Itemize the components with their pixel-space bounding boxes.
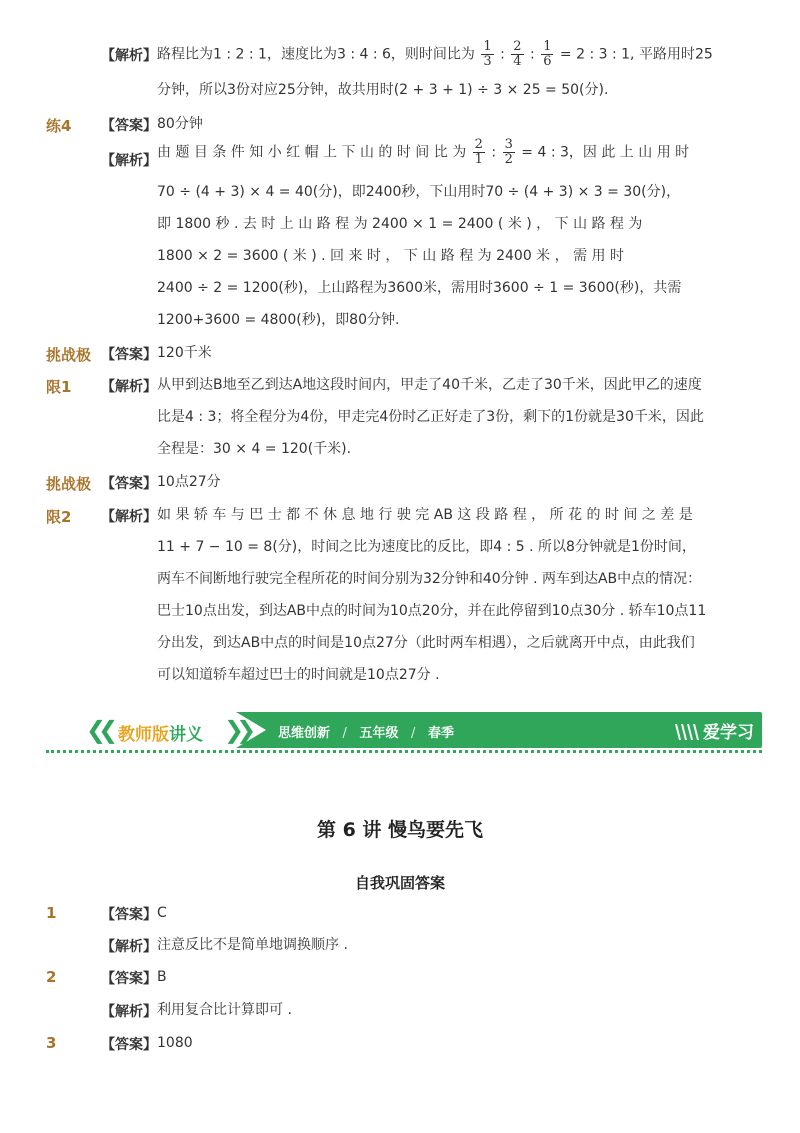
book-icon [673,722,699,742]
text-line: 11 + 7 − 10 = 8(分)，时间之比为速度比的反比，即4 : 5 . 所以8分钟就是1份时间， [157,539,696,555]
answer-tag: 【答案】 [101,476,157,492]
challenge-number: 挑战极 [46,346,92,364]
answer-tag: 【答案】 [101,118,157,134]
text-line: 如 果 轿 车 与 巴 士 都 不 休 息 地 行 驶 完 AB 这 段 路 程 ， 所 花 的 时 间 之 差 是 [157,507,693,523]
text-line: 路程比为1 : 2 : 1，速度比为3 : 4 : 6，则时间比为 $\frac{1}{3}$ : $\frac{2}{4}$ : $\frac{1}{6}$ = 2 : 3 : 1, 平路用时25 [157,39,713,69]
analysis-tag: 【解析】 [101,48,157,64]
banner-title [118,720,203,745]
numerator: 2 [474,137,483,152]
answer-tag: 【答案】 [101,971,157,987]
answer-value: C [157,905,167,921]
text-line: 可以知道轿车超过巴士的时间就是10点27分 . [157,667,440,683]
challenge-number-suffix: 限1 [46,378,72,396]
brand-logo [673,718,754,743]
banner-separator: / [342,726,347,741]
banner-sub-item: 春季 [427,726,454,741]
analysis-tag: 【解析】 [101,1004,157,1020]
numerator: 1 [543,39,552,54]
banner-subtitle [278,722,454,741]
text-line: 70 ÷ (4 + 3) × 4 = 40(分)，即2400秒，下山用时70 ÷ (4 + 3) × 3 = 30(分)， [157,184,681,200]
answer-value: 80分钟 [157,116,203,132]
fraction [541,40,553,69]
question-number: 1 [46,904,57,922]
answer-value: 10点27分 [157,474,221,490]
analysis-tag: 【解析】 [101,939,157,955]
text-line: 2400 ÷ 2 = 1200(秒)，上山路程为3600米，需用时3600 ÷ 1 = 3600(秒)，共需 [157,280,682,296]
text-line: 两车不间断地行驶完全程所花的时间分别为32分钟和40分钟 . 两车到达AB中点的情况： [157,571,702,587]
answer-tag: 【答案】 [101,1037,157,1053]
text-line: 巴士10点出发，到达AB中点的时间为10点20分，并在此停留到10点30分 . 轿车10点11 [157,603,707,619]
text-line: 即 1800 秒 . 去 时 上 山 路 程 为 2400 × 1 = 2400 ( 米 ) ， 下 山 路 程 为 [157,216,643,232]
section-title: 自我巩固答案 [354,874,445,892]
text-segment: = 2 : 3 : 1, 平路用时25 [559,46,713,63]
text-line: 比是4 : 3；将全程分为4份，甲走完4份时乙正好走了3份，剩下的1份就是30千米，因此 [157,409,704,425]
footer-banner [46,712,762,748]
denominator: 4 [513,54,522,69]
text-line: 分出发，到达AB中点的时间是10点27分（此时两车相遇），之后就离开中点，由此我们 [157,635,695,651]
analysis-tag: 【解析】 [101,153,157,169]
text-line: 1200+3600 = 4800(秒)，即80分钟. [157,312,400,328]
text-line: 注意反比不是简单地调换顺序 . [157,937,348,953]
text-segment: 路程比为1 : 2 : 1，速度比为3 : 4 : 6，则时间比为 [157,46,475,63]
text-line: 1800 × 2 = 3600 ( 米 ) . 回 来 时 ， 下 山 路 程 为 2400 米 ， 需 用 时 [157,248,624,264]
answer-value: 120千米 [157,345,212,361]
text-segment: 由 题 目 条 件 知 小 红 帽 上 下 山 的 时 间 比 为 [157,144,467,161]
numerator: 3 [504,137,513,152]
analysis-tag: 【解析】 [101,509,157,525]
dotted-divider [46,750,762,753]
text-segment: = 4 : 3，因 此 上 山 用 时 [521,144,690,161]
fraction [473,138,485,167]
fraction [481,40,493,69]
double-chevron-right-icon: ❯❯ [224,716,249,744]
text-line: 分钟，所以3份对应25分钟，故共用时(2 + 3 + 1) ÷ 3 × 25 = 50(分). [157,82,609,98]
challenge-number: 挑战极 [46,475,92,493]
denominator: 6 [543,54,552,69]
question-number: 2 [46,968,57,986]
fraction [511,40,523,69]
denominator: 1 [474,152,483,167]
text-line: 从甲到达B地至乙到达A地这段时间内，甲走了40千米，乙走了30千米，因此甲乙的速度 [157,377,702,393]
banner-title-part: 讲义 [169,725,203,745]
exercise-number: 练4 [46,117,72,135]
numerator: 2 [513,39,522,54]
answer-value: 1080 [157,1035,193,1051]
numerator: 1 [483,39,492,54]
text-line: 全程是：30 × 4 = 120(千米). [157,441,352,457]
text-line: 利用复合比计算即可 . [157,1002,292,1018]
double-chevron-left-icon: ❮❮ [86,716,111,744]
banner-title-part: 教师版 [118,725,169,745]
text-line: 由 题 目 条 件 知 小 红 帽 上 下 山 的 时 间 比 为 $\frac{2}{1}$ : $\frac{3}{2}$ = 4 : 3，因 此 上 山 用 时 [157,137,690,167]
denominator: 2 [504,152,513,167]
answer-tag: 【答案】 [101,347,157,363]
challenge-number-suffix: 限2 [46,508,72,526]
lecture-title: 第 6 讲 慢鸟要先飞 [316,819,484,841]
banner-separator: / [411,726,416,741]
fraction [503,138,515,167]
answer-value: B [157,969,167,985]
question-number: 3 [46,1034,57,1052]
answer-tag: 【答案】 [101,907,157,923]
banner-sub-item: 思维创新 [278,726,331,741]
analysis-tag: 【解析】 [101,379,157,395]
banner-sub-item: 五年级 [359,726,399,741]
brand-logo-text: 爱学习 [703,723,754,743]
denominator: 3 [483,54,492,69]
